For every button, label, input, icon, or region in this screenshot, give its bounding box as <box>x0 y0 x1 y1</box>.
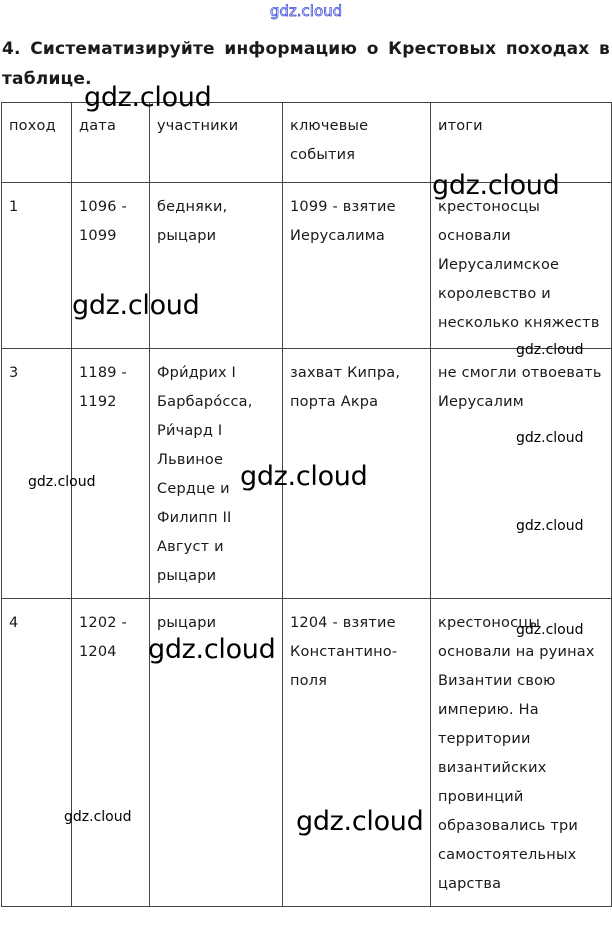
task-title <box>2 34 610 94</box>
watermark: gdz.cloud <box>28 474 96 490</box>
watermark: gdz.cloud <box>64 809 132 825</box>
watermark: gdz.cloud <box>516 430 584 446</box>
header-cell-results: итоги <box>431 103 612 183</box>
cell-results: не смогли отвоевать Иерусалим <box>431 349 612 599</box>
cell-participants: бедняки, рыцари <box>150 183 283 349</box>
watermark: gdz.cloud <box>432 170 560 201</box>
cell-events: захват Кипра, порта Акра <box>283 349 431 599</box>
crusades-table <box>1 102 612 907</box>
cell-participants: рыцари <box>150 599 283 907</box>
cell-events: 1099 - взятие Иерусалима <box>283 183 431 349</box>
watermark: gdz.cloud <box>240 461 368 492</box>
watermark: gdz.cloud <box>72 290 200 321</box>
table-row <box>2 599 612 907</box>
table-header-row <box>2 103 612 183</box>
cell-date: 1202 - 1204 <box>72 599 150 907</box>
header-cell-participants: участники <box>150 103 283 183</box>
header-cell-events: ключевые события <box>283 103 431 183</box>
table-row <box>2 183 612 349</box>
watermark: gdz.cloud <box>148 634 276 665</box>
header-cell-date: дата <box>72 103 150 183</box>
watermark: gdz.cloud <box>516 622 584 638</box>
cell-campaign: 4 <box>2 599 72 907</box>
cell-campaign: 3 <box>2 349 72 599</box>
cell-participants: Фри́дрих I Барбаро́сса, Ри́чард I Львиное Сердце и Филипп II Август и рыцари <box>150 349 283 599</box>
cell-results: крестоносцы основали на руинах Византии свою империю. На территории византийских провинций образовались три самостоятельных царства <box>431 599 612 907</box>
watermark: gdz.cloud <box>516 518 584 534</box>
header-cell-campaign: поход <box>2 103 72 183</box>
watermark: gdz.cloud <box>516 342 584 358</box>
watermark: gdz.cloud <box>84 82 212 113</box>
task-title-line1: 4. Систематизируйте информацию о Крестовых походах в <box>2 39 610 59</box>
cell-events: 1204 - взятие Константино-поля <box>283 599 431 907</box>
cell-results: крестоносцы основали Иерусалимское королевство и несколько княжеств <box>431 183 612 349</box>
watermark-top: gdz.cloud <box>269 2 343 20</box>
cell-date: 1189 - 1192 <box>72 349 150 599</box>
cell-campaign: 1 <box>2 183 72 349</box>
task-title-line2: таблице. <box>2 69 92 89</box>
table-row <box>2 349 612 599</box>
cell-date: 1096 - 1099 <box>72 183 150 349</box>
watermark: gdz.cloud <box>296 806 424 837</box>
